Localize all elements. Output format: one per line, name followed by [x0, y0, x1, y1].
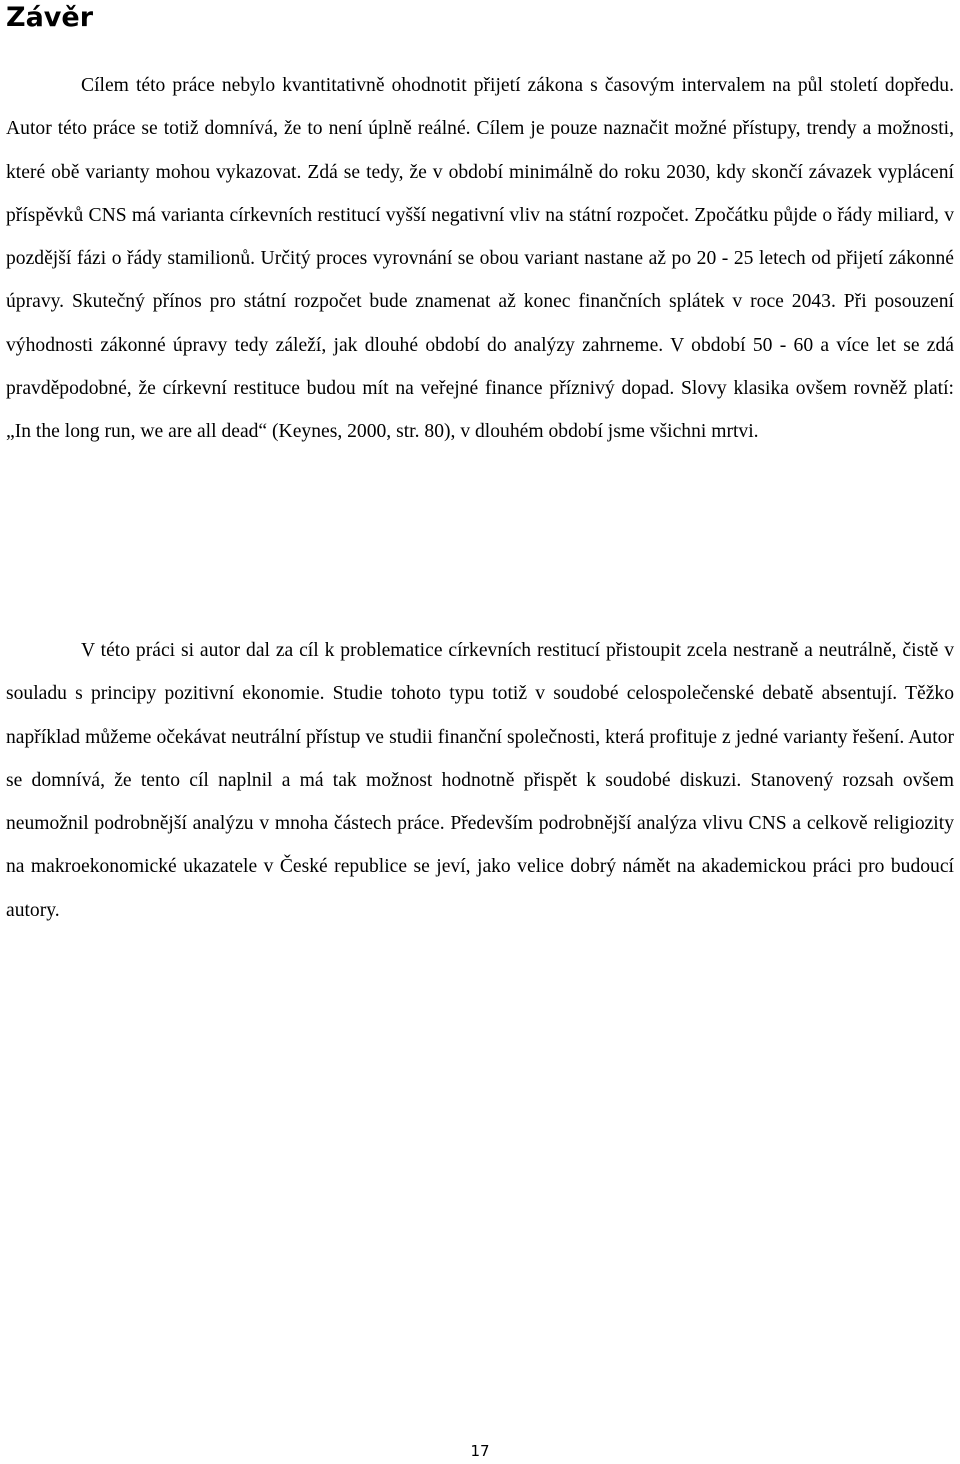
paragraph-conclusion-2: V této práci si autor dal za cíl k problematice církevních restitucí přistoupit zcela nestraně a neutrálně, čistě v souladu s principy pozitivní ekonomie. Studie tohoto typu totiž v soudobé celospolečenské debatě absentují. Těžko například můžeme očekávat neutrální přístup ve studii finanční společnosti, která profituje z jedné varianty řešení. Autor se domnívá, že tento cíl naplnil a má tak možnost hodnotně přispět k soudobé diskuzi. Stanovený rozsah ovšem neumožnil podrobnější analýzu v mnoha částech práce. Především podrobnější analýza vlivu CNS a celkově religiozity na makroekonomické ukazatele v České republice se jeví, jako velice dobrý námět na akademickou práci pro budoucí autory.	[6, 640, 954, 921]
paragraph-conclusion-1: Cílem této práce nebylo kvantitativně ohodnotit přijetí zákona s časovým intervalem na půl století dopředu. Autor této práce se totiž domnívá, že to není úplně reálné. Cílem je pouze naznačit možné přístupy, trendy a možnosti, které obě varianty mohou vykazovat. Zdá se tedy, že v období minimálně do roku 2030, kdy skončí závazek vyplácení příspěvků CNS má varianta církevních restitucí vyšší negativní vliv na státní rozpočet. Zpočátku půjde o řády miliard, v pozdější fázi o řády stamilionů. Určitý proces vyrovnání se obou variant nastane až po 20 - 25 letech od přijetí zákonné úpravy. Skutečný přínos pro státní rozpočet bude znamenat až konec finančních splátek v roce 2043. Při posouzení výhodnosti zákonné úpravy tedy záleží, jak dlouhé období do analýzy zahrneme. V období 50 - 60 a více let se zdá pravděpodobné, že církevní restituce budou mít na veřejné finance příznivý dopad. Slovy klasika ovšem rovněž platí: „In the long run, we are all dead“ (Keynes, 2000, str. 80), v dlouhém období jsme všichni mrtvi.	[6, 75, 954, 443]
page-number: 17	[470, 1442, 490, 1460]
section-heading: Závěr	[6, 2, 94, 33]
